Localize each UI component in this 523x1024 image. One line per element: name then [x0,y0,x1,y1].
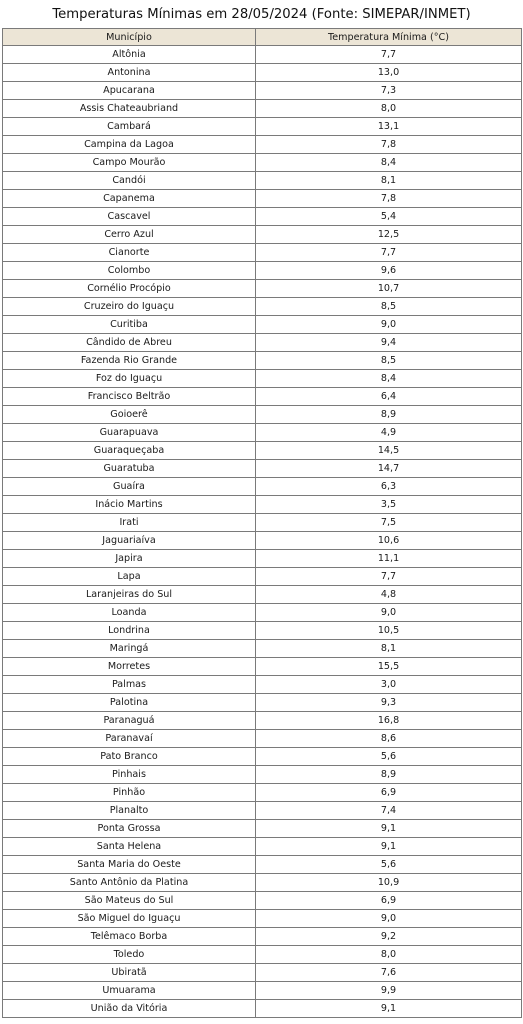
table-row [3,856,522,874]
municipality-cell: Planalto [3,802,256,820]
min-temperature-cell: 9,0 [256,910,522,928]
table-row [3,604,522,622]
min-temperature-cell: 4,9 [256,424,522,442]
table-row [3,568,522,586]
min-temperature-cell: 12,5 [256,226,522,244]
municipality-cell: Altônia [3,46,256,64]
municipality-cell: Cornélio Procópio [3,280,256,298]
min-temperature-cell: 7,4 [256,802,522,820]
table-row [3,712,522,730]
table-row [3,802,522,820]
municipality-cell: Apucarana [3,82,256,100]
municipality-cell: Japira [3,550,256,568]
table-row [3,820,522,838]
table-row [3,154,522,172]
header-row [3,29,522,46]
min-temperature-cell: 9,2 [256,928,522,946]
min-temperature-cell: 15,5 [256,658,522,676]
table-row [3,460,522,478]
min-temperature-cell: 9,6 [256,262,522,280]
min-temperature-cell: 8,0 [256,100,522,118]
municipality-cell: Campo Mourão [3,154,256,172]
table-row [3,658,522,676]
table-row [3,136,522,154]
min-temperature-cell: 8,9 [256,406,522,424]
page-title: Temperaturas Mínimas em 28/05/2024 (Fonte: SIMEPAR/INMET) [52,7,471,22]
table-row [3,496,522,514]
table-row [3,910,522,928]
municipality-cell: Curitiba [3,316,256,334]
municipality-cell: Ponta Grossa [3,820,256,838]
municipality-cell: Cianorte [3,244,256,262]
column-header-municipality: Município [3,29,256,46]
table-row [3,892,522,910]
min-temperature-cell: 7,5 [256,514,522,532]
table-row [3,694,522,712]
municipality-cell: Fazenda Rio Grande [3,352,256,370]
min-temperature-cell: 9,0 [256,316,522,334]
municipality-cell: Lapa [3,568,256,586]
min-temperature-cell: 9,1 [256,820,522,838]
table-row [3,442,522,460]
municipality-cell: Colombo [3,262,256,280]
municipality-cell: Goioerê [3,406,256,424]
municipality-cell: Guaraqueçaba [3,442,256,460]
municipality-cell: Pato Branco [3,748,256,766]
table-row [3,118,522,136]
municipality-cell: Morretes [3,658,256,676]
min-temperature-cell: 7,6 [256,964,522,982]
municipality-cell: Maringá [3,640,256,658]
min-temperature-cell: 13,0 [256,64,522,82]
table-row [3,532,522,550]
min-temperature-cell: 8,5 [256,352,522,370]
table-row [3,838,522,856]
min-temperature-cell: 16,8 [256,712,522,730]
table-row [3,550,522,568]
min-temperature-cell: 10,5 [256,622,522,640]
min-temperature-cell: 8,1 [256,640,522,658]
table-header [3,29,522,46]
temperature-table [2,28,522,1018]
municipality-cell: Cruzeiro do Iguaçu [3,298,256,316]
municipality-cell: Ubiratã [3,964,256,982]
min-temperature-cell: 5,6 [256,748,522,766]
min-temperature-cell: 6,4 [256,388,522,406]
table-row [3,226,522,244]
table-row [3,478,522,496]
table-row [3,424,522,442]
table-row [3,676,522,694]
min-temperature-cell: 8,0 [256,946,522,964]
table-row [3,82,522,100]
table-row [3,352,522,370]
municipality-cell: Palmas [3,676,256,694]
municipality-cell: Guaíra [3,478,256,496]
municipality-cell: Cândido de Abreu [3,334,256,352]
min-temperature-cell: 3,5 [256,496,522,514]
table-row [3,586,522,604]
table-row [3,964,522,982]
municipality-cell: União da Vitória [3,1000,256,1018]
municipality-cell: São Mateus do Sul [3,892,256,910]
min-temperature-cell: 8,1 [256,172,522,190]
table-row [3,928,522,946]
municipality-cell: Loanda [3,604,256,622]
min-temperature-cell: 7,7 [256,568,522,586]
municipality-cell: Cerro Azul [3,226,256,244]
table-row [3,748,522,766]
municipality-cell: Santo Antônio da Platina [3,874,256,892]
column-header-min-temperature: Temperatura Mínima (°C) [256,29,522,46]
min-temperature-cell: 14,5 [256,442,522,460]
municipality-cell: Umuarama [3,982,256,1000]
min-temperature-cell: 8,6 [256,730,522,748]
min-temperature-cell: 3,0 [256,676,522,694]
table-row [3,982,522,1000]
municipality-cell: São Miguel do Iguaçu [3,910,256,928]
min-temperature-cell: 6,3 [256,478,522,496]
min-temperature-cell: 8,9 [256,766,522,784]
min-temperature-cell: 9,1 [256,1000,522,1018]
table-row [3,514,522,532]
municipality-cell: Guarapuava [3,424,256,442]
table-row [3,172,522,190]
table-row [3,784,522,802]
municipality-cell: Cambará [3,118,256,136]
min-temperature-cell: 6,9 [256,784,522,802]
table-row [3,64,522,82]
municipality-cell: Inácio Martins [3,496,256,514]
table-row [3,208,522,226]
table-row [3,370,522,388]
table-row [3,244,522,262]
municipality-cell: Irati [3,514,256,532]
table-row [3,262,522,280]
municipality-cell: Francisco Beltrão [3,388,256,406]
municipality-cell: Cascavel [3,208,256,226]
municipality-cell: Assis Chateaubriand [3,100,256,118]
min-temperature-cell: 9,9 [256,982,522,1000]
table-row [3,334,522,352]
table-row [3,874,522,892]
municipality-cell: Laranjeiras do Sul [3,586,256,604]
min-temperature-cell: 6,9 [256,892,522,910]
municipality-cell: Jaguariaíva [3,532,256,550]
municipality-cell: Foz do Iguaçu [3,370,256,388]
municipality-cell: Toledo [3,946,256,964]
table-row [3,46,522,64]
min-temperature-cell: 7,8 [256,136,522,154]
table-row [3,388,522,406]
municipality-cell: Londrina [3,622,256,640]
min-temperature-cell: 9,1 [256,838,522,856]
municipality-cell: Antonina [3,64,256,82]
table-row [3,730,522,748]
table-row [3,316,522,334]
min-temperature-cell: 7,8 [256,190,522,208]
table-row [3,1000,522,1018]
min-temperature-cell: 10,6 [256,532,522,550]
table-row [3,946,522,964]
table-row [3,640,522,658]
municipality-cell: Pinhão [3,784,256,802]
table-row [3,280,522,298]
table-row [3,406,522,424]
municipality-cell: Paranavaí [3,730,256,748]
min-temperature-cell: 5,4 [256,208,522,226]
min-temperature-cell: 11,1 [256,550,522,568]
municipality-cell: Telêmaco Borba [3,928,256,946]
municipality-cell: Pinhais [3,766,256,784]
min-temperature-cell: 4,8 [256,586,522,604]
table-row [3,190,522,208]
municipality-cell: Palotina [3,694,256,712]
min-temperature-cell: 8,5 [256,298,522,316]
min-temperature-cell: 7,3 [256,82,522,100]
min-temperature-cell: 7,7 [256,244,522,262]
table-row [3,766,522,784]
min-temperature-cell: 9,0 [256,604,522,622]
municipality-cell: Capanema [3,190,256,208]
min-temperature-cell: 13,1 [256,118,522,136]
table-row [3,298,522,316]
municipality-cell: Campina da Lagoa [3,136,256,154]
table-row [3,622,522,640]
min-temperature-cell: 10,7 [256,280,522,298]
min-temperature-cell: 8,4 [256,154,522,172]
min-temperature-cell: 8,4 [256,370,522,388]
min-temperature-cell: 9,4 [256,334,522,352]
municipality-cell: Candói [3,172,256,190]
min-temperature-cell: 7,7 [256,46,522,64]
municipality-cell: Santa Maria do Oeste [3,856,256,874]
municipality-cell: Paranaguá [3,712,256,730]
min-temperature-cell: 9,3 [256,694,522,712]
municipality-cell: Guaratuba [3,460,256,478]
table-body [3,46,522,1018]
municipality-cell: Santa Helena [3,838,256,856]
table-row [3,100,522,118]
min-temperature-cell: 5,6 [256,856,522,874]
min-temperature-cell: 14,7 [256,460,522,478]
min-temperature-cell: 10,9 [256,874,522,892]
